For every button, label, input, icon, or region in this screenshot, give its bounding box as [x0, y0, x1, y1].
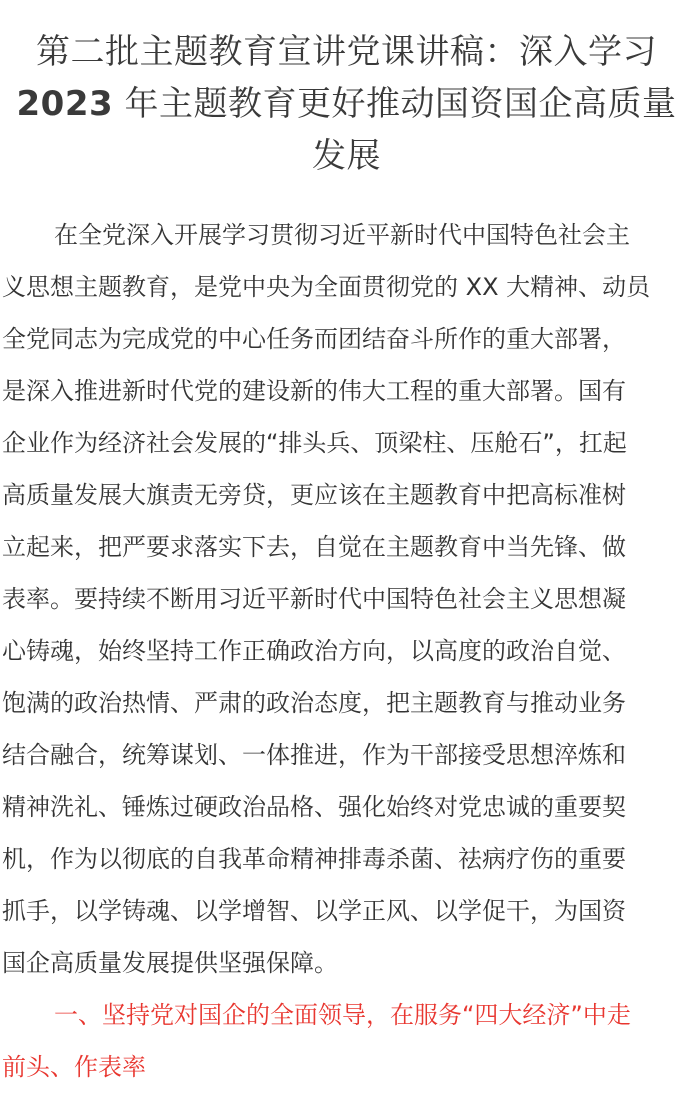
paragraph-line: 义思想主题教育，是党中央为全面贯彻党的 XX 大精神、动员	[2, 273, 651, 301]
title-line-2	[0, 78, 693, 130]
article-title	[0, 26, 693, 182]
title-line-3: 发展	[312, 136, 381, 176]
title-line-2-rest: 年主题教育更好推动国资国企高质量	[113, 84, 677, 124]
title-line-1: 第二批主题教育宣讲党课讲稿：深入学习	[36, 32, 657, 72]
paragraph-line: 饱满的政治热情、严肃的政治态度，把主题教育与推动业务	[2, 689, 626, 717]
paragraph-line: 结合融合，统筹谋划、一体推进，作为干部接受思想淬炼和	[2, 741, 626, 769]
paragraph-line: 高质量发展大旗责无旁贷，更应该在主题教育中把高标准树	[2, 481, 626, 509]
article-body	[2, 209, 693, 1093]
paragraph-line: 全党同志为完成党的中心任务而团结奋斗所作的重大部署，	[2, 325, 626, 353]
paragraph-line: 机，作为以彻底的自我革命精神排毒杀菌、祛病疗伤的重要	[2, 845, 626, 873]
paragraph-line: 是深入推进新时代党的建设新的伟大工程的重大部署。国有	[2, 377, 626, 405]
paragraph-line: 心铸魂，始终坚持工作正确政治方向，以高度的政治自觉、	[2, 637, 626, 665]
paragraph-line: 立起来，把严要求落实下去，自觉在主题教育中当先锋、做	[2, 533, 626, 561]
section-heading-line-1: 一、坚持党对国企的全面领导，在服务“四大经济”中走	[54, 1001, 631, 1029]
paragraph-line: 在全党深入开展学习贯彻习近平新时代中国特色社会主	[54, 221, 630, 249]
section-heading-line-2: 前头、作表率	[2, 1053, 146, 1081]
paragraph-line: 企业作为经济社会发展的“排头兵、顶梁柱、压舱石”，扛起	[2, 429, 627, 457]
paragraph-line: 精神洗礼、锤炼过硬政治品格、强化始终对党忠诚的重要契	[2, 793, 626, 821]
paragraph-line: 国企高质量发展提供坚强保障。	[2, 949, 338, 977]
title-year: 2023	[16, 84, 114, 124]
paragraph-line: 抓手，以学铸魂、以学增智、以学正风、以学促干，为国资	[2, 897, 626, 925]
paragraph-line: 表率。要持续不断用习近平新时代中国特色社会主义思想凝	[2, 585, 626, 613]
